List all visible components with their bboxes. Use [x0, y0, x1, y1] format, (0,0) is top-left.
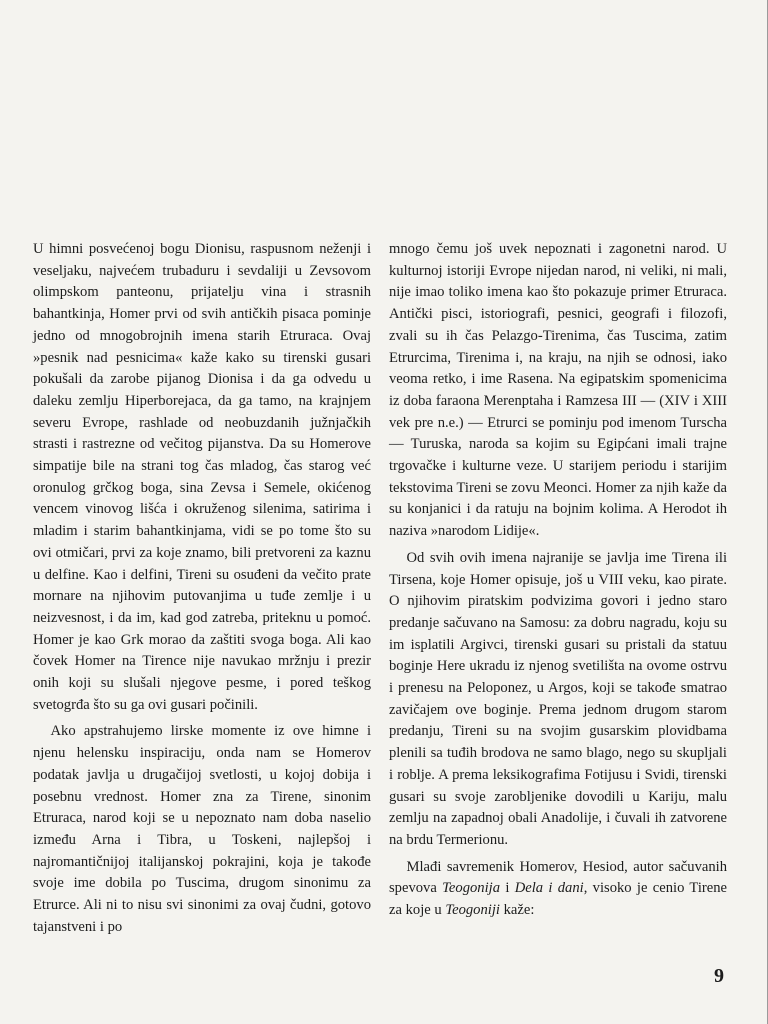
hesiod-text-start: Mlađi savremenik Homerov, Hesiod, autor sačuvanih spevova: [389, 858, 727, 897]
work-title-teogoniji: Teogoniji: [445, 902, 500, 919]
page-number: 9: [714, 965, 724, 987]
hesiod-text-conjunction: i: [500, 880, 515, 897]
paragraph-tyrrhenian-pirates: Od svih ovih imena najranije se javlja ime Tirena ili Tirsena, koje Homer opisuje, još u VIII veku, kao pirate. O njihovim piratskim podvizima govori i jedno staro predanje sačuvano na Samosu: za dobru nagradu, koju su im isplatili Argivci, tirenski gusari su pristali da statuu boginje Here ukradu iz njenog svetilišta na ovome ostrvu i prenesu na Peloponez, u Argos, koji se takođe smatrao zavičajem ove boginje. Prema jednom drugom starom predanju, Tireni su na svojim gusarskim plovidbama plenili sa tuđih brodova ne samo blago, nego su skupljali i roblje. A prema leksikografima Fotijusu i Svidi, tirenski gusari su svoje zarobljenike dovodili u Kariju, malu zemlju na zapadnoj obali Anadolije, i čuvali ih zatvorene na brdu Termerionu.: [389, 549, 727, 848]
work-title-teogonija: Teogonija: [442, 880, 500, 897]
right-column: [389, 239, 727, 922]
paragraph-hesiod: [389, 857, 727, 922]
left-column: [33, 239, 371, 939]
hesiod-text-end: kaže:: [499, 902, 535, 919]
paragraph-etruscan-names: mnogo čemu još uvek nepoznati i zagonetni narod. U kulturnoj istoriji Evrope nijedan narod, ni veliki, ni mali, nije imao toliko imena kao što pokazuje primer Etruraca. Antički pisci, istoriografi, pesnici, geografi i filozofi, zvali su ih čas Pelazgo-Tirenima, čas Tuscima, zatim Etrurcima, Tirenima i, na kraju, na njih se odnosi, iako veoma retko, i ime Rasena. Na egipatskim spomenicima iz doba faraona Merenptaha i Ramzesa III — (XIV i XIII vek pre n.e.) — Etrurci se pominju pod imenom Turscha — Turuska, naroda sa kojim su Egipćani imali trajne trgovačke i kulturne veze. U starijem periodu i starijim tekstovima Tireni se zovu Meonci. Homer za njih kaže da su konjanici i da ratuju na bojnim kolima. A Herodot ih naziva »narodom Lidije«.: [389, 241, 727, 540]
work-title-dela-i-dani: Dela i dani: [514, 880, 584, 897]
paragraph-dionysus-hymn: U himni posvećenoj bogu Dionisu, raspusnom neženji i veseljaku, najvećem trubaduru i sevdaliji u Zevsovom olimpskom panteonu, prijatelju vina i strasnih bahantkinja, Homer prvi od svih antičkih pisaca pominje jedno od mnogobrojnih imena starih Etruraca. Ovaj »pesnik nad pesnicima« kaže kako su tirenski gusari pokušali da zarobe pijanog Dionisa i da ga odvedu u daleku zemlju Hiperboreјaca, da ga tamo, na krajnjem severu Evrope, rashlade od neobuzdanih južnjačkih strasti i rastrezne od večitog pijanstva. Da su Homerove simpatije bile na strani tog čas mladog, čas starog već oronulog grčkog boga, sina Zevsa i Semele, okićenog vencem vinovog lišća i okruženog silenima, satirima i mladim i starim bahantkinjama, vidi se po tome što su ovi otmičari, prvi za koje znamo, bili pretvoreni za kaznu u delfine. Kao i delfini, Tireni su osuđeni da večito prate mornare na njihovim putovanjima u tuđe zemlje i u neizvesnost, i da im, kad god zatreba, priteknu u pomoć. Homer je kao Grk morao da zaštiti svoga boga. Ali kao čovek Homer na Tirence nije navukao mržnju i prezir onih koji su slušali njegove pesme, i pored teškog svetogrđa što su ga ovi gusari počinili.: [33, 241, 371, 713]
hesiod-text-middle: , visoko je cenio Tirene za koje u: [389, 880, 727, 919]
paragraph-homer-tyrrhenians: Ako apstrahujemo lirske momente iz ove himne i njenu helensku inspiraciju, onda nam se Homerov podatak javlja u drugačijoj svetlosti, u kojoj dobija i posebnu vrednost. Homer zna za Tirene, sinonim Etruraca, narod koji se u nepoznato nam doba naselio između Arna i Tibra, u Toskeni, najlepšoj i najromantičnijoj italijanskoj pokrajini, koja je takođe svoje ime dobila po Tuscima, drugom sinonimu za Etrurce. Ali ni to nisu svi sinonimi za ovaj čudni, gotovo tajanstveni i po: [33, 723, 371, 935]
